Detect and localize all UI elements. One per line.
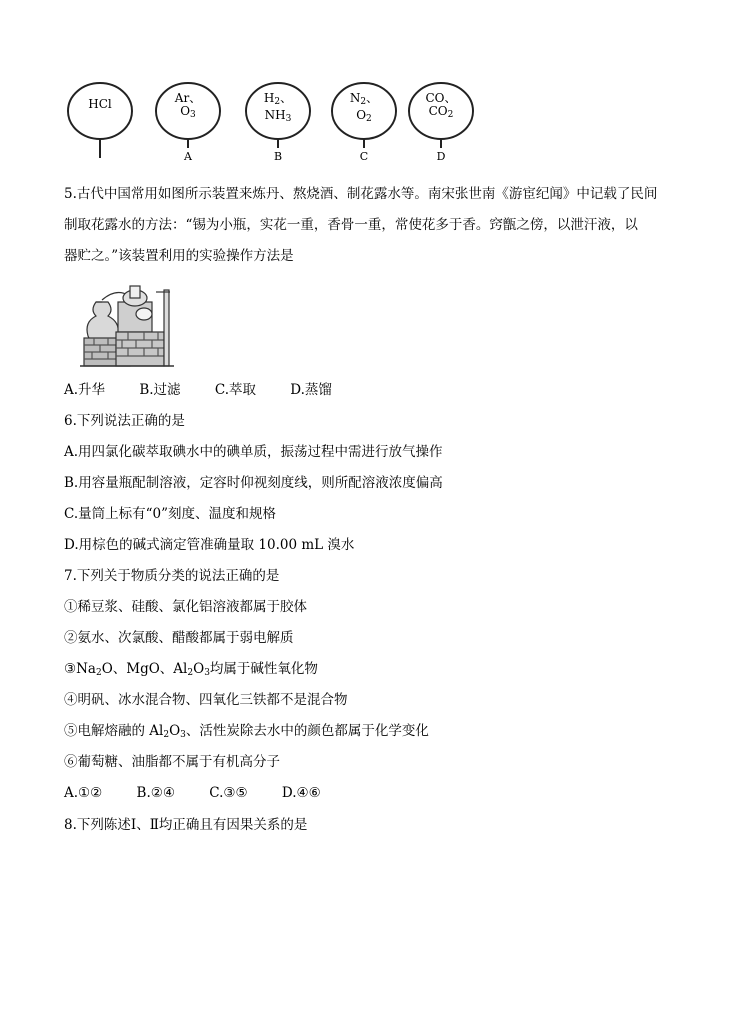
- q5-options: [64, 380, 362, 400]
- q6-option-b[interactable]: B.用容量瓶配制溶液，定容时仰视刻度线，则所配溶液浓度偏高: [64, 475, 443, 491]
- q6-option-d[interactable]: D.用棕色的碱式滴定管准确量取 10.00 mL 溴水: [64, 537, 355, 553]
- letter-d: D: [436, 150, 446, 163]
- letter-b: B: [273, 150, 283, 163]
- balloon-hcl-label: HCl: [88, 97, 112, 111]
- balloon-d-label: CO、 $CO_2$: [425, 91, 457, 120]
- q7-statement-2: ②氨水、次氯酸、醋酸都属于弱电解质: [64, 630, 294, 646]
- q7-statement-1: ①稀豆浆、硅酸、氯化铝溶液都属于胶体: [64, 599, 307, 615]
- q6-option-a[interactable]: A.用四氯化碳萃取碘水中的碘单质，振荡过程中需进行放气操作: [64, 444, 443, 460]
- q5-line3: 器贮之。”该装置利用的实验操作方法是: [64, 248, 294, 264]
- q7-option-c[interactable]: C.③⑤: [209, 785, 248, 801]
- q5-option-c[interactable]: C.萃取: [214, 382, 256, 398]
- q6-option-c[interactable]: C.量筒上标有“0”刻度、温度和规格: [64, 506, 277, 522]
- q5-option-d[interactable]: D.蒸馏: [290, 382, 332, 398]
- letter-c: C: [359, 150, 369, 163]
- letter-a: A: [184, 150, 192, 163]
- q7-option-d[interactable]: D.④⑥: [281, 785, 321, 801]
- q7-statement-5: ⑤电解熔融的 $Al_2O_3$、活性炭除去水中的颜色都属于化学变化: [64, 723, 429, 740]
- q7-statement-3: $③Na_2O$、MgO、$Al_2O_3$均属于碱性氧化物: [64, 661, 318, 678]
- distillation-apparatus-image: [78, 280, 178, 370]
- balloon-hcl: [68, 83, 132, 139]
- q7-option-b[interactable]: B.②④: [136, 785, 175, 801]
- q7-stem: 7.下列关于物质分类的说法正确的是: [64, 568, 280, 584]
- q5-line1: 5.古代中国常用如图所示装置来炼丹、熬烧酒、制花露水等。南宋张世南《游宦纪闻》中记载了民间: [64, 186, 658, 202]
- q7-option-a[interactable]: A.①②: [64, 785, 103, 801]
- q8-stem: 8.下列陈述Ⅰ、Ⅱ均正确且有因果关系的是: [64, 817, 308, 833]
- q5-option-a[interactable]: A.升华: [64, 382, 106, 398]
- q5-line2: 制取花露水的方法：“锡为小瓶，实花一重，香骨一重，常使花多于香。窍甑之傍，以泄汗液，以: [64, 217, 638, 233]
- balloon-b-label: $H_2$、 $NH_3$: [263, 91, 293, 124]
- q6-stem: 6.下列说法正确的是: [64, 413, 185, 429]
- balloon-c-label: $N_2$、 $O_2$: [349, 91, 379, 124]
- q7-statement-4: ④明矾、冰水混合物、四氧化三铁都不是混合物: [64, 692, 348, 708]
- q5-option-b[interactable]: B.过滤: [139, 382, 181, 398]
- balloon-a-label: Ar、 $O_3$: [174, 91, 202, 120]
- q7-statement-6: ⑥葡萄糖、油脂都不属于有机高分子: [64, 754, 280, 770]
- q7-options: [64, 783, 351, 803]
